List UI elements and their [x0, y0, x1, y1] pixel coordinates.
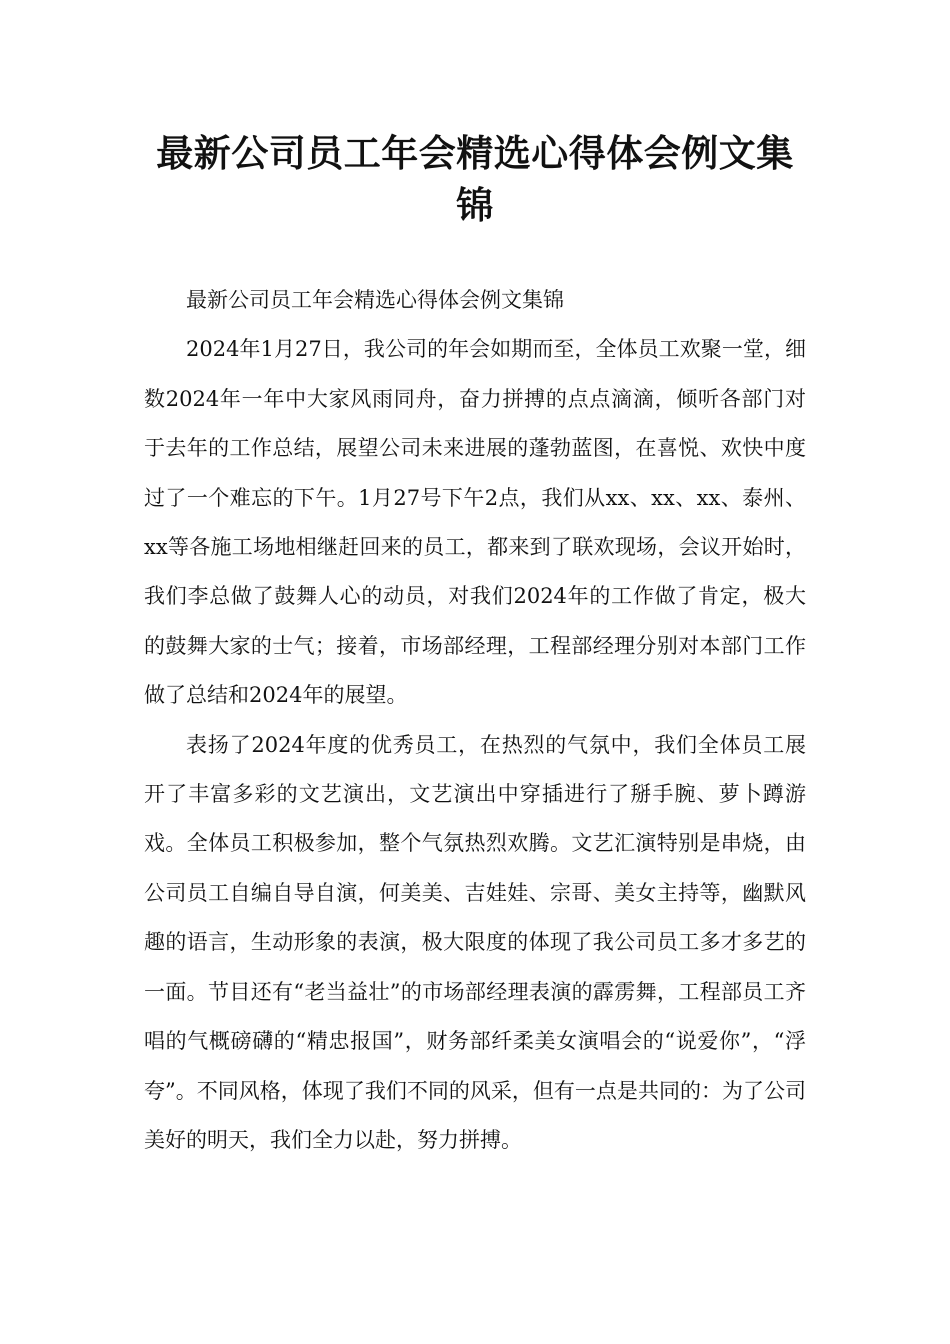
paragraph-1: 2024年1月27日，我公司的年会如期而至，全体员工欢聚一堂，细数2024年一年中大家风雨同舟，奋力拼搏的点点滴滴，倾听各部门对于去年的工作总结，展望公司未来进展的蓬勃蓝图，在喜悦、欢快中度过了一个难忘的下午。1月27号下午2点，我们从xx、xx、xx、泰州、xx等各施工场地相继赶回来的员工，都来到了联欢现场，会议开始时，我们李总做了鼓舞人心的动员，对我们2024年的工作做了肯定，极大的鼓舞大家的士气；接着，市场部经理，工程部经理分别对本部门工作做了总结和2024年的展望。 — [144, 337, 806, 708]
document-body — [144, 276, 806, 1165]
paragraph-2: 表扬了2024年度的优秀员工，在热烈的气氛中，我们全体员工展开了丰富多彩的文艺演出，文艺演出中穿插进行了掰手腕、萝卜蹲游戏。全体员工积极参加，整个气氛热烈欢腾。文艺汇演特别是串烧，由公司员工自编自导自演，何美美、吉娃娃、宗哥、美女主持等，幽默风趣的语言，生动形象的表演，极大限度的体现了我公司员工多才多艺的一面。节目还有“老当益壮”的市场部经理表演的霹雳舞，工程部员工齐唱的气概磅礴的“精忠报国”，财务部纤柔美女演唱会的“说爱你”，“浮夸”。不同风格，体现了我们不同的风采，但有一点是共同的：为了公司美好的明天，我们全力以赴，努力拼搏。 — [144, 732, 806, 1152]
document-title: 最新公司员工年会精选心得体会例文集锦 — [156, 132, 794, 227]
paragraph-subtitle: 最新公司员工年会精选心得体会例文集锦 — [186, 288, 564, 312]
